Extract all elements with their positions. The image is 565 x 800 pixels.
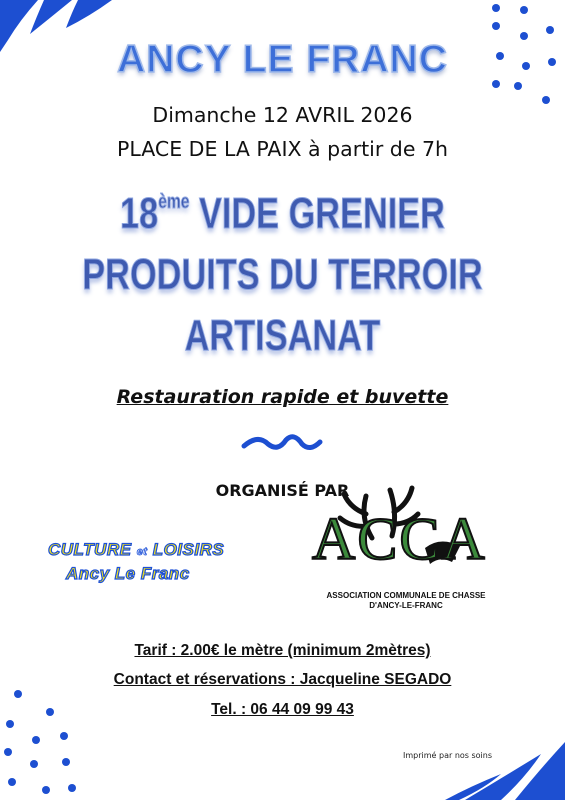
culture-loisirs-line2: Ancy Le Franc [66, 564, 190, 583]
acca-caption-line1: ASSOCIATION COMMUNALE DE CHASSE [326, 591, 486, 600]
center-squiggle-decoration [240, 432, 325, 454]
town-title: ANCY LE FRANC [117, 38, 448, 81]
acca-caption-line2: D'ANCY-LE-FRANC [369, 601, 443, 610]
culture-loisirs-line1: CULTURE et LOISIRS [48, 540, 225, 559]
event-date: Dimanche 12 AVRIL 2026 [152, 103, 413, 127]
headline-produits: PRODUITS DU TERROIR [82, 250, 483, 299]
bottom-left-dots-decoration [0, 680, 90, 800]
contact-text: Contact et réservations : Jacqueline SEGADO [113, 671, 452, 688]
acca-letters: ACCA [312, 506, 487, 572]
headline-vide-grenier [62, 189, 503, 239]
edition-suffix: ème [158, 191, 190, 213]
organise-par-label: ORGANISÉ PAR [215, 481, 350, 500]
edition-number: 18 [120, 189, 159, 238]
bottom-right-brush-decoration [445, 738, 565, 800]
restauration-text: Restauration rapide et buvette [116, 386, 449, 408]
acca-caption [310, 591, 502, 611]
tarif-text: Tarif : 2.00€ le mètre (minimum 2mètres) [134, 642, 431, 659]
vide-grenier-label: VIDE GRENIER [189, 189, 445, 238]
printed-note: Imprimé par nos soins [403, 751, 493, 760]
phone-text: Tel. : 06 44 09 99 43 [211, 701, 354, 718]
event-place: PLACE DE LA PAIX à partir de 7h [116, 137, 448, 161]
culture-loisirs-logo [48, 540, 280, 590]
headline-artisanat: ARTISANAT [184, 311, 381, 360]
